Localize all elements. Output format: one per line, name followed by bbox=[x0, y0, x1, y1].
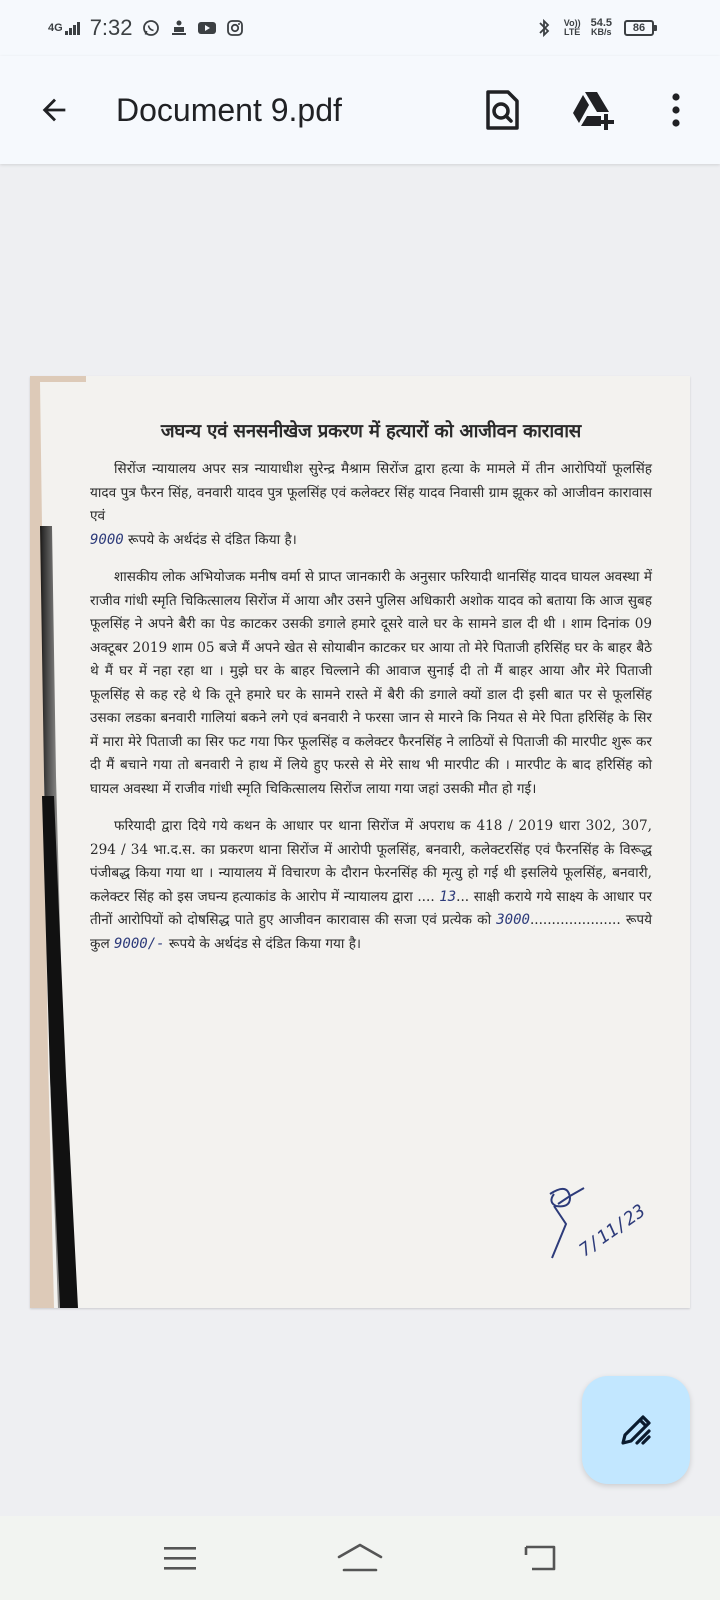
paragraph-3-b: ... साक्षी कराये गये साक्ष्य के आधार पर तीनों आरोपियों को दोषसिद्ध पाते हुए आजीवन कारावास की सजा एवं प्रत्येक को bbox=[90, 888, 652, 928]
paragraph-3-a: फरियादी द्वारा दिये गये कथन के आधार पर थाना सिरोंज में अपराध क 418 / 2019 धारा 302, 307, 294 / 34 भा.द.स. का प्रकरण थाना सिरोंज में आरोपी फूलसिंह, बनवारी, कलेक्टरसिंह एवं फैरनसिंह के विरूद्ध पंजीबद्ध किया गया था । न्यायालय में विचारण के दौरान फेरनसिंह की मृत्यु हो गई थी इसलिये फूलसिंह, बनवारी, कलेक्टर सिंह को इस जघन्य हत्याकांड के आरोप में न्यायालय द्वारा .... bbox=[90, 818, 652, 905]
more-options-button[interactable] bbox=[652, 86, 700, 134]
network-type: 4G bbox=[48, 21, 63, 34]
app-icon bbox=[169, 18, 189, 38]
status-right-group bbox=[534, 14, 654, 42]
witness-count-handwritten: 13 bbox=[439, 888, 457, 905]
annotate-fab[interactable] bbox=[582, 1376, 690, 1484]
back-button[interactable] bbox=[30, 86, 78, 134]
home-icon bbox=[336, 1542, 384, 1574]
volte-bottom: LTE bbox=[563, 27, 581, 37]
search-document-icon bbox=[484, 90, 520, 130]
document-page[interactable] bbox=[30, 376, 690, 1308]
battery-level: 86 bbox=[632, 22, 646, 34]
home-button[interactable] bbox=[330, 1534, 390, 1582]
battery-icon bbox=[624, 20, 654, 36]
whatsapp-icon bbox=[141, 18, 161, 38]
paragraph-3-end: रूपये के अर्थदंड से दंडित किया गया है। bbox=[168, 935, 362, 952]
bluetooth-icon bbox=[534, 18, 554, 38]
youtube-icon bbox=[197, 18, 217, 38]
paragraph-3 bbox=[90, 815, 652, 956]
instagram-icon bbox=[225, 18, 245, 38]
page-shadow-edge bbox=[30, 376, 86, 1308]
status-bar bbox=[0, 0, 720, 56]
fine-amount-handwritten: 9000 bbox=[90, 531, 124, 548]
system-nav-bar bbox=[0, 1516, 720, 1600]
signal-icon bbox=[65, 21, 80, 35]
paragraph-1-text: सिरोंज न्यायालय अपर सत्र न्यायाधीश सुरेन्द्र मैश्राम सिरोंज द्वारा हत्या के मामले में तीन आरोपियों फूलसिंह यादव पुत्र फैरन सिंह, वनवारी यादव पुत्र फूलसिंह एवं कलेक्टर सिंह यादव निवासी ग्राम झूकर को आजीवन कारावास एवं bbox=[90, 461, 652, 524]
volte-indicator bbox=[564, 19, 581, 37]
recent-apps-button[interactable] bbox=[150, 1534, 210, 1582]
add-to-drive-button[interactable] bbox=[570, 86, 618, 134]
status-left-group bbox=[48, 12, 245, 44]
signature-date: 7/11/23 bbox=[575, 1200, 650, 1262]
search-document-button[interactable] bbox=[478, 86, 526, 134]
document-headline: जघन्य एवं सनसनीखेज प्रकरण में हत्यारों को आजीवन कारावास bbox=[160, 421, 582, 442]
paragraph-2: शासकीय लोक अभियोजक मनीष वर्मा से प्राप्त जानकारी के अनुसार फरियादी थानसिंह यादव घायल अवस्था में राजीव गांधी स्मृति चिकित्सालय सिरोंज में आया और उसने पुलिस अधिकारी अशोक यादव को बताया कि आज सुबह फूलसिंह ने अपने बैरी का पेड काटकर उसकी डगाले हमारे दूसरे वाले घर के सामने डाल दी थी । शाम दिनांक 09 अक्टूबर 2019 शाम 05 बजे मैं अपने खेत से सोयाबीन काटकर घर आया तो मेरे पिताजी हरिसिंह घर के बाहर बैठे थे मैं घर में नहा रहा था । मुझे घर के बाहर चिल्लाने की आवाज सुनाई दी तो मैं बाहर आया और मेरे पिताजी फूलसिंह से कह रहे थे कि तूने हमारे घर के सामने रास्ते में बैरी की डगाले क्यों डाल दी इसी बात पर से फूलसिंह उसका लडका बनवारी गालियां बकने लगे एवं बनवारी ने फरसा जान से मारने कि नियत से मेरे पिता हरिसिंह के सिर में मारा मेरे पिताजी का सिर फट गया फिर फूलसिंह व कलेक्टर फैरनसिंह ने लाठियों से पिताजी की मारपीट शुरू कर दी मैं बचाने गया तो बनवारी ने हाथ में लिये हुए फरसे से मेरे साथ भी मारपीट की । मारपीट के बाद हरिसिंह को घायल अवस्था में राजीव गांधी स्मृति चिकित्सालय सिरोंज लाया गया जहां उसकी मौत हो गई। bbox=[90, 569, 652, 797]
network-speed bbox=[591, 19, 612, 37]
fine-each-handwritten: 3000 bbox=[496, 912, 530, 928]
speed-value: 54.5 bbox=[590, 17, 612, 29]
back-arrow-icon bbox=[37, 93, 71, 127]
drive-add-icon bbox=[571, 90, 617, 130]
paragraph-3-c: ..................... रूपये कुल bbox=[90, 912, 652, 952]
document-content bbox=[90, 418, 652, 970]
paragraph-1-end: रूपये के अर्थदंड से दंडित किया है। bbox=[128, 531, 297, 548]
paragraph-1 bbox=[90, 458, 652, 552]
signature bbox=[540, 1184, 650, 1274]
clock: 7:32 bbox=[89, 15, 133, 40]
menu-icon bbox=[163, 1544, 197, 1572]
more-vert-icon bbox=[671, 93, 681, 127]
pen-edit-icon bbox=[615, 1409, 657, 1451]
app-bar bbox=[0, 56, 720, 164]
back-nav-icon bbox=[522, 1543, 558, 1573]
speed-unit: KB/s bbox=[591, 27, 612, 37]
back-nav-button[interactable] bbox=[510, 1534, 570, 1582]
fine-total-handwritten: 9000/- bbox=[114, 935, 165, 952]
document-title: Document 9.pdf bbox=[116, 92, 342, 128]
volte-top: Vo)) bbox=[563, 18, 581, 28]
